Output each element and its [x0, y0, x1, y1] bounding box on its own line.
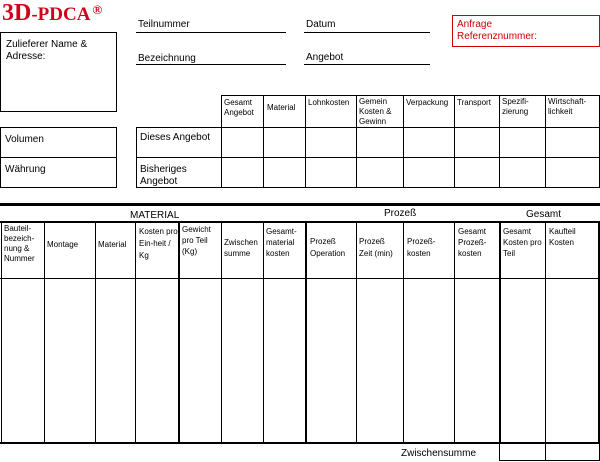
- bisheriges-angebot-label: Bisheriges Angebot: [140, 164, 187, 187]
- divider: [221, 95, 222, 188]
- divider: [356, 221, 357, 444]
- col-spezifizierung: Spezifi-zierung: [502, 97, 529, 116]
- registered-mark: ®: [92, 2, 103, 17]
- angebot-field[interactable]: [304, 64, 430, 65]
- zwischensumme-label: Zwischensumme: [401, 448, 477, 459]
- divider: [545, 221, 546, 444]
- main-col-prozesskosten: Prozeß-kosten: [407, 237, 436, 258]
- section-material: MATERIAL: [130, 210, 180, 221]
- waehrung-label: Währung: [5, 164, 46, 175]
- divider: [135, 221, 136, 444]
- col-transport: Transport: [457, 98, 491, 107]
- divider: [499, 95, 500, 188]
- divider: [454, 221, 455, 444]
- section-gesamt: Gesamt: [526, 209, 562, 220]
- angebot-label: Angebot: [306, 52, 344, 63]
- col-wirtschaftlichkeit: Wirtschaft-lichkeit: [548, 97, 587, 116]
- divider: [136, 157, 600, 158]
- section-prozess: Prozeß: [384, 208, 417, 219]
- divider: [44, 221, 45, 444]
- supplier-label-1: Zulieferer Name &: [6, 39, 88, 50]
- divider: [263, 95, 264, 188]
- logo-main: 3D: [2, 0, 32, 26]
- dieses-angebot-label: Dieses Angebot: [140, 132, 211, 143]
- divider: [403, 95, 404, 188]
- main-col-gesamt-kosten-teil: Gesamt Kosten pro Teil: [503, 227, 542, 258]
- main-col-gewicht: Gewicht pro Teil (Kg): [182, 225, 211, 256]
- main-col-gesamtmaterial: Gesamt-material kosten: [266, 227, 297, 258]
- divider: [454, 95, 455, 188]
- main-col-prozess-operation: Prozeß Operation: [310, 237, 346, 258]
- col-lohnkosten: Lohnkosten: [308, 98, 350, 107]
- logo: [2, 0, 132, 26]
- logo-sub: -PDCA: [31, 4, 91, 25]
- divider: [545, 95, 546, 188]
- main-col-gesamt-prozesskosten: Gesamt Prozeß-kosten: [458, 227, 487, 258]
- col-verpackung: Verpackung: [406, 98, 449, 107]
- teilnummer-field[interactable]: [136, 32, 286, 33]
- divider: [0, 278, 600, 279]
- col-gesamt-angebot: Gesamt Angebot: [224, 98, 254, 117]
- divider: [221, 221, 222, 444]
- main-col-bauteil: Bauteil-bezeich-nung & Nummer: [4, 224, 35, 263]
- volumen-label: Volumen: [5, 134, 44, 145]
- section-separator: [0, 203, 600, 206]
- referenz-label: Referenznummer:: [457, 31, 538, 42]
- main-col-kosten-einheit: Kosten pro Ein-heit / Kg: [139, 227, 178, 260]
- supplier-label-2: Adresse:: [6, 51, 46, 62]
- divider: [221, 95, 600, 96]
- supplier-box[interactable]: [0, 32, 117, 112]
- datum-label: Datum: [306, 19, 336, 30]
- teilnummer-label: Teilnummer: [138, 19, 190, 30]
- main-col-material: Material: [98, 240, 127, 249]
- datum-field[interactable]: [304, 32, 430, 33]
- bezeichnung-label: Bezeichnung: [138, 53, 196, 64]
- zwischensumme-cell-2[interactable]: [545, 443, 600, 461]
- divider: [403, 221, 404, 444]
- divider: [356, 95, 357, 188]
- divider: [305, 95, 306, 188]
- anfrage-box[interactable]: [452, 15, 600, 47]
- divider: [499, 221, 501, 444]
- main-col-montage: Montage: [47, 240, 79, 249]
- divider: [305, 221, 307, 444]
- divider: [1, 221, 2, 444]
- main-col-kaufteil: Kaufteil Kosten: [549, 227, 576, 247]
- main-col-prozess-zeit: Prozeß Zeit (min): [359, 237, 393, 258]
- col-gemein-kosten: Gemein Kosten & Gewinn: [359, 97, 392, 126]
- bezeichnung-field[interactable]: [136, 64, 286, 65]
- zwischensumme-cell-1[interactable]: [499, 443, 546, 461]
- divider: [0, 221, 600, 223]
- divider: [95, 221, 96, 444]
- col-material: Material: [267, 103, 296, 112]
- main-col-zwischensumme: Zwischen summe: [224, 238, 258, 258]
- anfrage-label: Anfrage: [457, 19, 493, 30]
- divider: [0, 157, 117, 158]
